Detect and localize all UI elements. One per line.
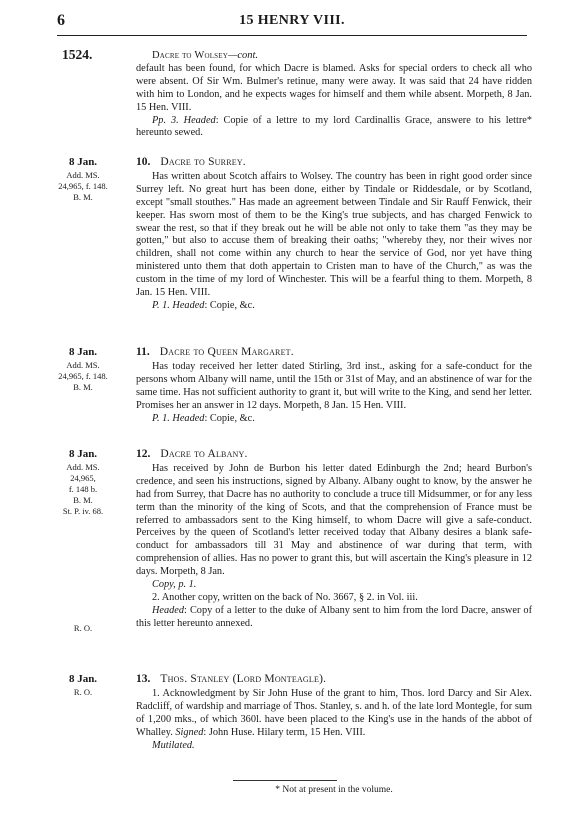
manuscript-ref: 24,965, xyxy=(70,473,96,483)
entry-subcopy-meta: Headed: Copy of a letter to the duke of Albany sent to him from the lord Dacre, answer of this letter hereunto annexed. xyxy=(136,604,532,629)
entry-10 xyxy=(136,156,532,313)
continued-entry-title: Dacre to Wolsey—cont. xyxy=(152,50,259,61)
running-head: 15 HENRY VIII. xyxy=(239,13,345,28)
entry-11 xyxy=(136,346,532,425)
manuscript-ref: f. 148 b. xyxy=(68,484,98,494)
entry-title: 12. Dacre to Albany. xyxy=(136,448,248,460)
entry-meta: P. 1. Headed: Copie, &c. xyxy=(152,299,255,311)
entry-subcopy: 2. Another copy, written on the back of No. 3667, § 2. in Vol. iii. xyxy=(152,591,418,603)
entry-title: 11. Dacre to Queen Margaret. xyxy=(136,346,294,358)
entry-meta: P. 1. Headed: Copie, &c. xyxy=(152,412,255,424)
entry-12-ro-margin xyxy=(52,623,114,634)
manuscript-ref: B. M. xyxy=(73,382,93,392)
manuscript-ref: R. O. xyxy=(73,623,93,633)
manuscript-ref: 24,965, f. 148. xyxy=(58,181,108,191)
year-marker: 1524. xyxy=(62,47,93,62)
entry-12 xyxy=(136,448,532,631)
manuscript-ref: St. P. iv. 68. xyxy=(62,506,104,516)
manuscript-ref: Add. MS. xyxy=(66,170,100,180)
entry-13 xyxy=(136,673,532,752)
manuscript-ref: B. M. xyxy=(73,495,93,505)
header-rule xyxy=(57,35,527,36)
entry-text: Has received by John de Burbon his letter dated Edinburgh the 2nd; heard Burbon's credence, and seen his instructions, signed by Albany. Albany ought to know, by the answer he had from Surrey, that Dacre has no authority to conclude a truce till Midsummer, or for any less term than the minority of the king of Scots, and that the comprehension of France must be referred to ambassadors sent to the King himself, to whom Dacre will give a safe-conduct. Perceives by the queen of Scotland's letter received today that Albany desires a blank safe-conduct for ambassadors till 31 May and abstinence of war during that term, with comprehension of allies. Has no power to grant this, but will ascertain the King's pleasure in 12 days. Morpeth, 8 Jan. xyxy=(136,462,532,578)
entry-text: 1. Acknowledgment by Sir John Huse of the grant to him, Thos. lord Darcy and Sir Alex. Radcliff, of wardship and marriage of Thos. Stanley, s. and h. of the late lord Montegle, for sum of 1,200 mks., of which 360l. have been placed to the King's use in the hands of the abbot of Whalley. Signed: John Huse. Hilary term, 15 Hen. VIII. xyxy=(136,687,532,738)
entry-11-margin xyxy=(52,345,114,393)
manuscript-ref: Add. MS. xyxy=(66,360,100,370)
entry-condition: Mutilated. xyxy=(152,739,195,751)
entry-date: 8 Jan. xyxy=(68,156,98,168)
continued-entry-meta: Pp. 3. Headed: Copie of a lettre to my lord Cardinallis Grace, answere to his lettre* hereunto sewed. xyxy=(136,114,532,139)
entry-date: 8 Jan. xyxy=(68,448,98,460)
entry-text: Has written about Scotch affairs to Wolsey. The country has been in right good order since Surrey left. No great hurt has been done, either by Tindale or Riddesdale, or by Scotland, except "small stouthes." Has made an agreement between Tindale and Sir Rauff Fenwick, their keeper. Has sworn most of them to be the King's true subjects, and has charged Fenwick to swear the rest, so that if they break out he will be able not only to take them "as they may be gotten," but also to accuse them of breaking their oaths; "whereby they, nor their wives nor children, shall not come within any church to hear the service of God, nor yet have thing ministered unto them that doth appertain to Cristen man to have of the Church," as was the custom in the time of my lord of Winchester. This will be a fearful thing to them. Morpeth, 8 Jan. 15 Hen. VIII. xyxy=(136,170,532,299)
manuscript-ref: 24,965, f. 148. xyxy=(58,371,108,381)
footnote-rule xyxy=(233,780,337,781)
manuscript-ref: R. O. xyxy=(73,687,93,697)
entry-text: Has today received her letter dated Stirling, 3rd inst., asking for a safe-conduct for the persons whom Albany will name, until the 15th or 31st of May, and an abstinence of war for the same time. Has not sufficient authority to grant it, but will write to the King, and send her letter. Promises her an answer in 12 days. Morpeth, 8 Jan. 15 Hen. VIII. xyxy=(136,360,532,411)
continued-entry xyxy=(136,50,532,140)
entry-12-margin xyxy=(52,447,114,517)
page-number: 6 xyxy=(57,12,65,29)
entry-13-margin xyxy=(52,672,114,698)
manuscript-ref: B. M. xyxy=(73,192,93,202)
entry-date: 8 Jan. xyxy=(68,673,98,685)
entry-title: 10. Dacre to Surrey. xyxy=(136,156,246,168)
entry-date: 8 Jan. xyxy=(68,346,98,358)
entry-title: 13. Thos. Stanley (Lord Monteagle). xyxy=(136,673,327,685)
continued-entry-text: default has been found, for which Dacre is blamed. Asks for special orders to check all who were absent. Of Sir Wm. Bulmer's retinue, many were away. It was said that 24 have ridden with him to London, and he expects wages for himself and them while absent. Morpeth, 8 Jan. 15 Hen. VIII. xyxy=(136,62,532,113)
manuscript-ref: Add. MS. xyxy=(66,462,100,472)
entry-10-margin xyxy=(52,155,114,203)
entry-copy-note: Copy, p. 1. xyxy=(152,579,197,591)
footnote: * Not at present in the volume. xyxy=(275,785,393,795)
page-header xyxy=(57,12,527,32)
